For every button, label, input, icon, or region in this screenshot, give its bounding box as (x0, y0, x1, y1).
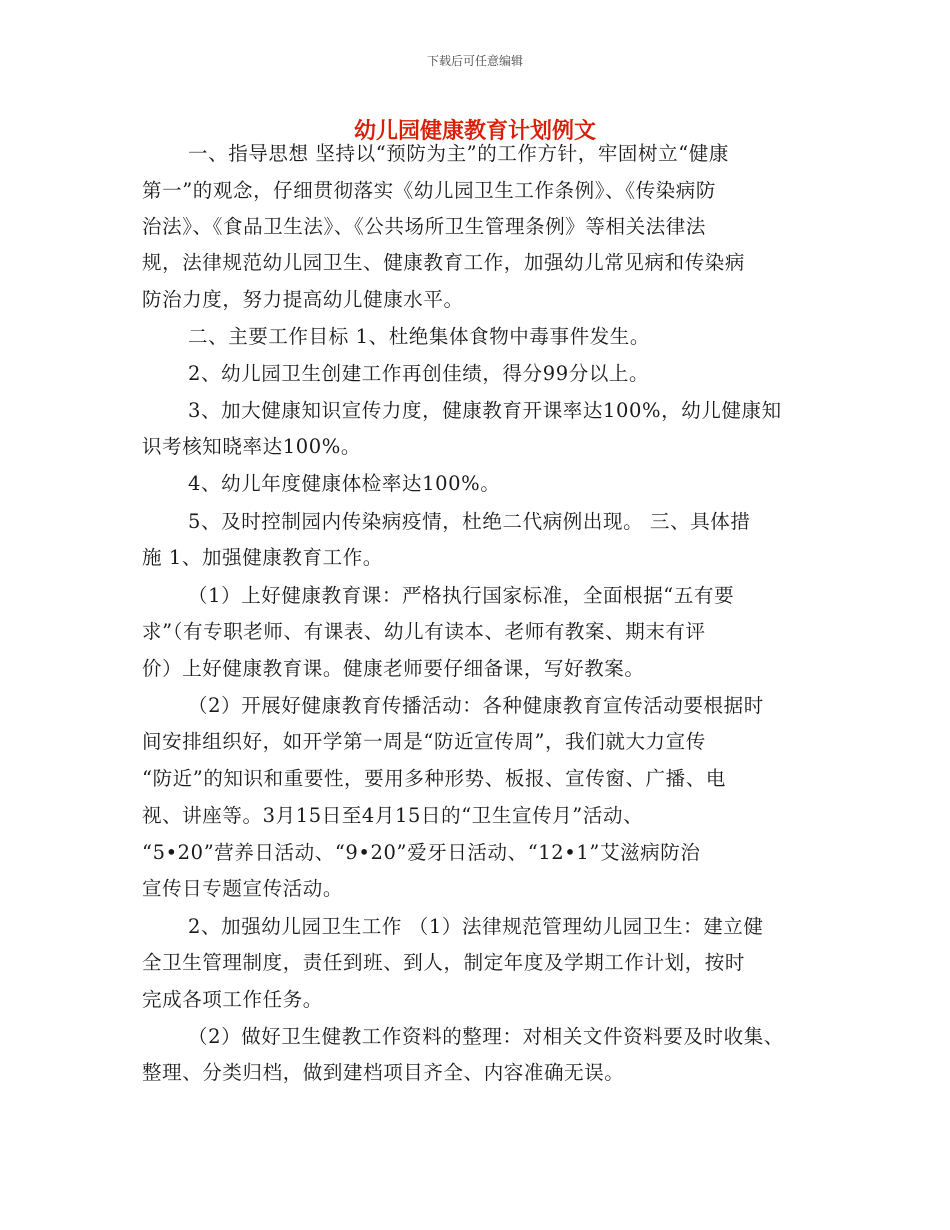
body-line: 2、加强幼儿园卫生工作 （1）法律规范管理幼儿园卫生：建立健 (188, 915, 764, 938)
body-line: （1）上好健康教育课：严格执行国家标准，全面根据“五有要 (188, 584, 735, 607)
document-title: 幼儿园健康教育计划例文 (353, 118, 596, 144)
body-line: 第一”的观念，仔细贯彻落实《幼儿园卫生工作条例》、《传染病防 (142, 179, 716, 202)
body-line: （2）开展好健康教育传播活动：各种健康教育宣传活动要根据时 (188, 694, 764, 717)
body-line: 宣传日专题宣传活动。 (142, 877, 344, 900)
body-line: 规，法律规范幼儿园卫生、健康教育工作，加强幼儿常见病和传染病 (142, 251, 746, 274)
body-line: 一、指导思想 坚持以“预防为主”的工作方针，牢固树立“健康 (188, 142, 730, 165)
body-line: 防治力度，努力提高幼儿健康水平。 (142, 288, 464, 311)
body-line: “防近”的知识和重要性，要用多种形势、板报、宣传窗、广播、电 (142, 767, 726, 790)
body-line: 2、幼儿园卫生创建工作再创佳绩，得分99分以上。 (188, 362, 650, 385)
body-line: 视、讲座等。3月15日至4月15日的“卫生宣传月”活动、 (142, 804, 644, 827)
body-line: 价）上好健康教育课。健康老师要仔细备课，写好教案。 (142, 657, 645, 680)
body-line: 间安排组织好，如开学第一周是“防近宣传周”，我们就大力宣传 (142, 730, 706, 753)
body-line: 整理、分类归档，做到建档项目齐全、内容准确无误。 (142, 1061, 625, 1084)
body-line: 全卫生管理制度，责任到班、到人，制定年度及学期工作计划，按时 (142, 951, 746, 974)
body-line: “5•20”营养日活动、“9•20”爱牙日活动、“12•1”艾滋病防治 (142, 841, 701, 864)
body-line: 二、主要工作目标 1、杜绝集体食物中毒事件发生。 (188, 325, 651, 348)
body-line: 5、及时控制园内传染病疫情，杜绝二代病例出现。 三、具体措 (188, 510, 751, 533)
body-line: （2）做好卫生健教工作资料的整理：对相关文件资料要及时收集、 (188, 1025, 784, 1048)
body-line: 治法》、《食品卫生法》、《公共场所卫生管理条例》等相关法律法 (142, 215, 707, 238)
body-line: 3、加大健康知识宣传力度，健康教育开课率达100%，幼儿健康知 (188, 399, 782, 422)
body-line: 完成各项工作任务。 (142, 988, 323, 1011)
body-line: 识考核知晓率达100%。 (142, 435, 361, 458)
body-line: 4、幼儿年度健康体检率达100%。 (188, 472, 501, 495)
page-header: 下载后可任意编辑 (426, 54, 523, 68)
body-line: 施 1、加强健康教育工作。 (142, 546, 383, 569)
body-line: 求”（有专职老师、有课表、幼儿有读本、老师有教案、期末有评 (142, 620, 706, 643)
